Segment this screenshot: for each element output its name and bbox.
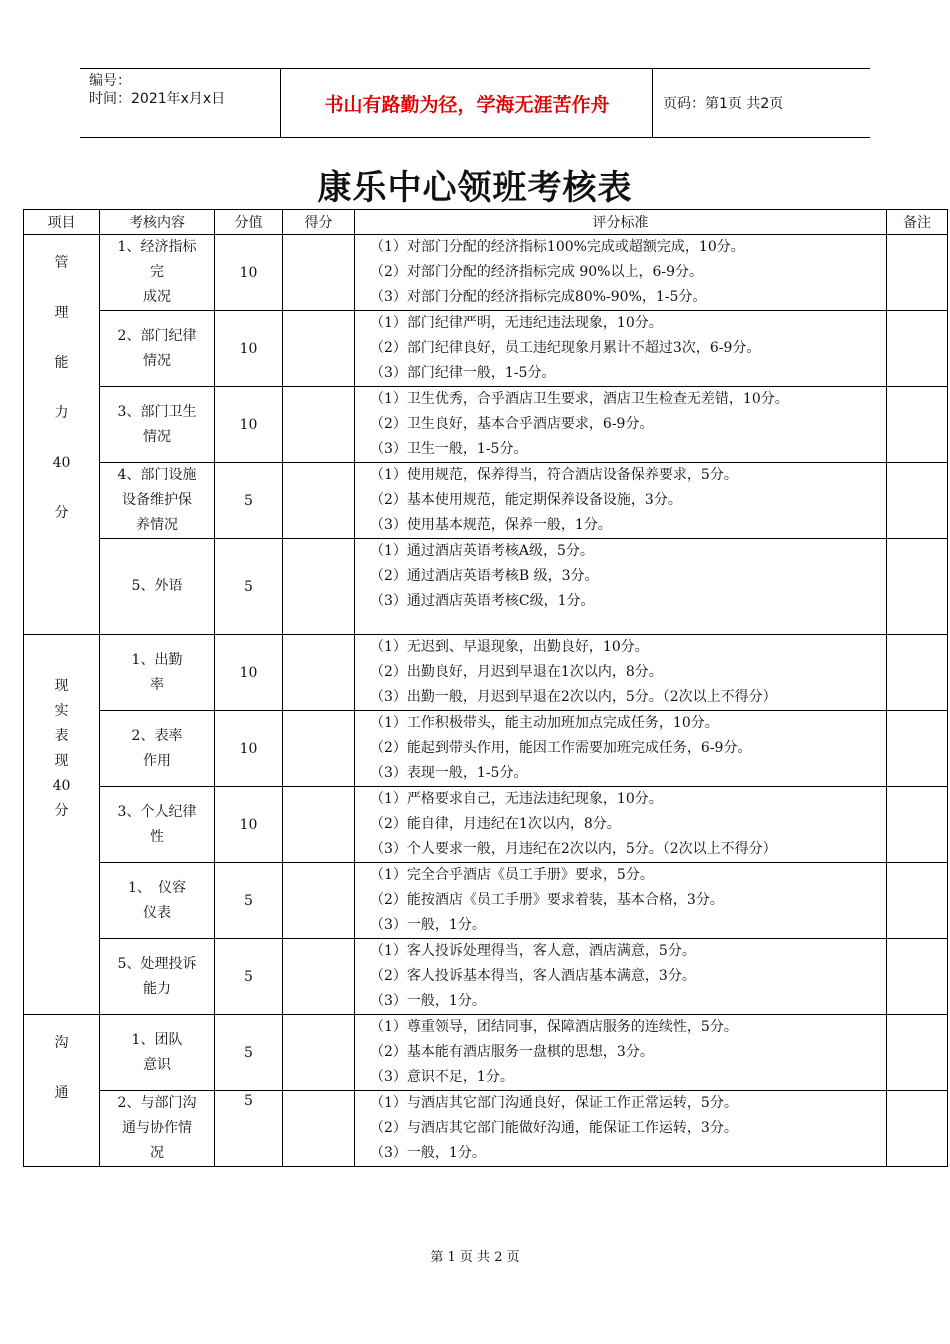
remarks-cell[interactable] [887,463,948,539]
assessment-content [100,387,215,463]
assessment-content [100,863,215,939]
col-header-points: 分值 [215,210,283,235]
content-line: 2、表率 [131,727,183,744]
col-header-remarks: 备注 [887,210,948,235]
assessment-content [100,787,215,863]
criteria-line: （1）与酒店其它部门沟通良好，保证工作正常运转，5分。 [370,1095,738,1111]
content-line: 3、部门卫生 [117,403,197,420]
table-row [24,711,948,787]
remarks-cell[interactable] [887,635,948,711]
assessment-content [100,1091,215,1167]
content-line: 1、经济指标 [117,239,197,255]
criteria-line: （3）部门纪律一般，1-5分。 [370,365,556,381]
remarks-cell[interactable] [887,539,948,635]
score-input-cell[interactable] [283,1015,355,1091]
table-row [24,787,948,863]
content-line: 5、处理投诉 [117,955,197,972]
document-title: 康乐中心领班考核表 [317,168,633,208]
category-char: 力 [54,405,69,421]
assessment-content [100,1015,215,1091]
criteria-line: （1）客人投诉处理得当，客人意，酒店满意，5分。 [370,943,696,959]
table-row [24,939,948,1015]
assessment-content [100,635,215,711]
scoring-criteria [355,711,887,787]
criteria-line: （3）一般，1分。 [370,1145,486,1161]
col-header-item: 项目 [24,210,100,235]
criteria-line: （2）对部门分配的经济指标完成 90%以上，6-9分。 [370,264,704,280]
document-time: 时间：2021年x月x日 [89,91,226,107]
page-footer: 第 1 页 共 2 页 [430,1250,520,1265]
scoring-criteria [355,235,887,311]
content-line: 1、出勤 [131,651,183,668]
criteria-line: （3）对部门分配的经济指标完成80%-90%，1-5分。 [370,289,707,305]
content-line: 作用 [143,752,171,769]
score-input-cell[interactable] [283,1091,355,1167]
remarks-cell[interactable] [887,1015,948,1091]
header-motto: 书山有路勤为径，学海无涯苦作舟 [282,69,653,137]
remarks-cell[interactable] [887,311,948,387]
category-communication [24,1015,100,1167]
criteria-line: （1）严格要求自己，无违法违纪现象，10分。 [370,791,663,807]
content-line: 能力 [143,980,171,997]
scoring-criteria [355,635,887,711]
content-line: 成况 [143,289,171,305]
content-line: 情况 [143,428,171,445]
category-char: 分 [54,803,69,819]
content-line: 完 [150,264,164,280]
criteria-line: （1）无迟到、早退现象，出勤良好，10分。 [370,639,649,655]
category-char: 能 [54,355,69,371]
assessment-content [100,711,215,787]
category-char: 管 [54,255,69,271]
table-row [24,387,948,463]
remarks-cell[interactable] [887,863,948,939]
points-value: 10 [215,711,283,787]
criteria-line: （2）客人投诉基本得当，客人酒店基本满意，3分。 [370,968,696,984]
points-value: 10 [215,311,283,387]
criteria-line: （1）完全合乎酒店《员工手册》要求，5分。 [370,867,654,883]
assessment-table [23,209,948,1167]
content-line: 况 [150,1145,164,1161]
remarks-cell[interactable] [887,1091,948,1167]
content-line: 3、个人纪律 [117,803,197,820]
category-char: 现 [54,678,69,694]
category-management [24,235,100,635]
criteria-line: （2）通过酒店英语考核B 级，3分。 [370,568,599,584]
points-value: 10 [215,635,283,711]
score-input-cell[interactable] [283,939,355,1015]
criteria-line: （3）卫生一般，1-5分。 [370,441,528,457]
scoring-criteria [355,539,887,635]
table-row [24,863,948,939]
remarks-cell[interactable] [887,711,948,787]
header-page-number: 页码：第1页 共2页 [663,96,784,112]
remarks-cell[interactable] [887,939,948,1015]
criteria-line: （2）基本能有酒店服务一盘棋的思想，3分。 [370,1044,654,1060]
content-line: 1、 仪容 [128,879,186,896]
remarks-cell[interactable] [887,387,948,463]
criteria-line: （2）部门纪律良好，员工违纪现象月累计不超过3次，6-9分。 [370,340,761,356]
criteria-line: （1）对部门分配的经济指标100%完成或超额完成，10分。 [370,239,745,255]
points-value: 10 [215,787,283,863]
criteria-line: （1）通过酒店英语考核A级，5分。 [370,543,594,559]
criteria-line: （2）与酒店其它部门能做好沟通，能保证工作运转，3分。 [370,1120,738,1136]
scoring-criteria [355,863,887,939]
criteria-line: （3）一般，1分。 [370,917,486,933]
scoring-criteria [355,1091,887,1167]
points-value: 5 [215,939,283,1015]
assessment-content [100,311,215,387]
criteria-line: （1）部门纪律严明，无违纪违法现象，10分。 [370,315,663,331]
points-value: 10 [215,387,283,463]
scoring-criteria [355,387,887,463]
score-input-cell[interactable] [283,863,355,939]
page-header [80,68,870,138]
content-line: 养情况 [136,517,178,533]
content-line: 率 [150,676,164,693]
category-char: 表 [54,728,69,744]
header-meta [80,69,281,137]
criteria-line: （3）使用基本规范，保养一般，1分。 [370,517,612,533]
criteria-line: （3）意识不足，1分。 [370,1069,514,1085]
scoring-criteria [355,311,887,387]
content-line: 4、部门设施 [117,467,197,483]
criteria-line: （2）能按酒店《员工手册》要求着装，基本合格，3分。 [370,892,724,908]
col-header-content: 考核内容 [100,210,215,235]
points-value: 5 [215,1091,283,1167]
table-row [24,463,948,539]
score-input-cell[interactable] [283,635,355,711]
assessment-content [100,939,215,1015]
content-line: 5、外语 [131,578,183,594]
category-char: 分 [54,505,69,521]
criteria-line: （2）卫生良好，基本合乎酒店要求，6-9分。 [370,416,654,432]
criteria-line: （3）表现一般，1-5分。 [370,765,528,781]
criteria-line: （3）个人要求一般，月违纪在2次以内，5分。（2次以上不得分） [370,841,777,857]
category-char: 沟 [54,1035,69,1051]
scoring-criteria [355,463,887,539]
table-row [24,235,948,311]
table-row [24,1015,948,1091]
content-line: 情况 [143,352,171,369]
category-char: 40 [52,455,71,471]
scoring-criteria [355,939,887,1015]
score-input-cell[interactable] [283,311,355,387]
table-header-row [24,210,948,235]
score-input-cell[interactable] [283,235,355,311]
criteria-line: （3）一般，1分。 [370,993,486,1009]
category-performance [24,635,100,1015]
score-input-cell[interactable] [283,463,355,539]
content-line: 性 [150,828,164,845]
category-char: 实 [54,703,69,719]
scoring-criteria [355,1015,887,1091]
criteria-line: （1）工作积极带头，能主动加班加点完成任务，10分。 [370,715,719,731]
criteria-line: （2）出勤良好，月迟到早退在1次以内，8分。 [370,664,663,680]
points-value: 10 [215,235,283,311]
criteria-line: （3）出勤一般，月迟到早退在2次以内，5分。（2次以上不得分） [370,689,777,705]
content-line: 2、部门纪律 [117,327,197,344]
points-value: 5 [215,463,283,539]
table-row [24,311,948,387]
points-value: 5 [215,539,283,635]
score-input-cell[interactable] [283,539,355,635]
points-value: 5 [215,863,283,939]
remarks-cell[interactable] [887,787,948,863]
assessment-content [100,463,215,539]
content-line: 2、与部门沟 [117,1095,197,1111]
category-char: 理 [54,305,69,321]
content-line: 通与协作情 [122,1120,192,1136]
scoring-criteria [355,787,887,863]
score-input-cell[interactable] [283,787,355,863]
category-char: 通 [54,1085,69,1101]
points-value: 5 [215,1015,283,1091]
score-input-cell[interactable] [283,387,355,463]
table-row [24,539,948,635]
assessment-content [100,539,215,635]
category-char: 40 [52,778,71,794]
criteria-line: （2）基本使用规范，能定期保养设备设施，3分。 [370,492,682,508]
table-row [24,635,948,711]
category-char: 现 [54,753,69,769]
criteria-line: （2）能起到带头作用，能因工作需要加班完成任务，6-9分。 [370,740,752,756]
col-header-criteria: 评分标准 [355,210,887,235]
criteria-line: （3）通过酒店英语考核C级，1分。 [370,593,595,609]
criteria-line: （2）能自律，月违纪在1次以内，8分。 [370,816,621,832]
criteria-line: （1）尊重领导，团结同事，保障酒店服务的连续性，5分。 [370,1019,738,1035]
content-line: 设备维护保 [122,492,192,508]
table-row [24,1091,948,1167]
score-input-cell[interactable] [283,711,355,787]
remarks-cell[interactable] [887,235,948,311]
content-line: 1、团队 [131,1031,183,1048]
criteria-line: （1）卫生优秀，合乎酒店卫生要求，酒店卫生检查无差错，10分。 [370,391,789,407]
content-line: 意识 [143,1056,171,1073]
col-header-score: 得分 [283,210,355,235]
criteria-line: （1）使用规范，保养得当，符合酒店设备保养要求，5分。 [370,467,738,483]
content-line: 仪表 [143,904,171,921]
assessment-content [100,235,215,311]
document-number: 编号： [89,73,131,89]
